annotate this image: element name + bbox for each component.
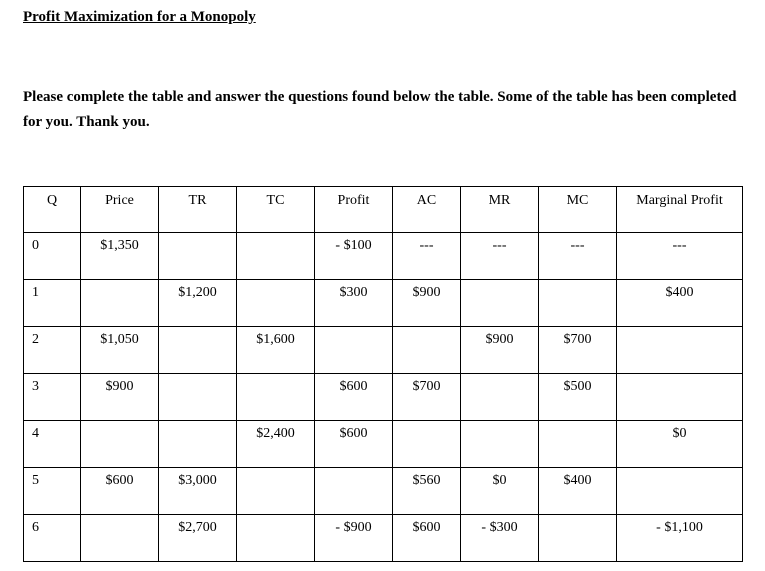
cell-q: 6 <box>24 515 81 562</box>
cell-q: 5 <box>24 468 81 515</box>
cell-tc: $2,400 <box>237 421 315 468</box>
cell-profit: - $100 <box>315 233 393 280</box>
cell-q: 4 <box>24 421 81 468</box>
cell-mc <box>539 421 617 468</box>
cell-tr <box>159 233 237 280</box>
header-marginal-profit: Marginal Profit <box>617 187 743 233</box>
header-price: Price <box>81 187 159 233</box>
cell-q: 2 <box>24 327 81 374</box>
cell-profit: $300 <box>315 280 393 327</box>
cell-tr <box>159 374 237 421</box>
cell-profit: $600 <box>315 374 393 421</box>
header-mc: MC <box>539 187 617 233</box>
cell-price: $1,350 <box>81 233 159 280</box>
cell-price <box>81 421 159 468</box>
cell-price: $1,050 <box>81 327 159 374</box>
table-row <box>24 374 743 421</box>
cell-mc <box>539 280 617 327</box>
header-tr: TR <box>159 187 237 233</box>
table-row <box>24 233 743 280</box>
cell-ac: $900 <box>393 280 461 327</box>
cell-ac <box>393 421 461 468</box>
cell-price: $900 <box>81 374 159 421</box>
cell-ac: $600 <box>393 515 461 562</box>
cell-profit: $600 <box>315 421 393 468</box>
cell-mr: $900 <box>461 327 539 374</box>
cell-tr <box>159 421 237 468</box>
cell-q: 1 <box>24 280 81 327</box>
profit-table <box>23 186 743 562</box>
cell-mc <box>539 515 617 562</box>
cell-tc <box>237 374 315 421</box>
cell-marginal-profit <box>617 327 743 374</box>
header-mr: MR <box>461 187 539 233</box>
cell-tc <box>237 468 315 515</box>
cell-mc: $700 <box>539 327 617 374</box>
cell-mr: - $300 <box>461 515 539 562</box>
cell-q: 3 <box>24 374 81 421</box>
cell-price <box>81 280 159 327</box>
cell-marginal-profit: - $1,100 <box>617 515 743 562</box>
header-q: Q <box>24 187 81 233</box>
cell-mr: --- <box>461 233 539 280</box>
cell-mc: $500 <box>539 374 617 421</box>
table-row <box>24 468 743 515</box>
cell-mr: $0 <box>461 468 539 515</box>
table-row <box>24 327 743 374</box>
cell-mc: $400 <box>539 468 617 515</box>
page-title: Profit Maximization for a Monopoly <box>23 9 256 25</box>
cell-tr <box>159 327 237 374</box>
cell-tc: $1,600 <box>237 327 315 374</box>
cell-marginal-profit: --- <box>617 233 743 280</box>
cell-ac: $700 <box>393 374 461 421</box>
cell-tc <box>237 280 315 327</box>
cell-marginal-profit <box>617 374 743 421</box>
cell-q: 0 <box>24 233 81 280</box>
cell-ac <box>393 327 461 374</box>
instructions-text: Please complete the table and answer the questions found below the table. Some of the table has been completed for you. Thank you. <box>23 89 737 130</box>
cell-tc <box>237 233 315 280</box>
cell-tr: $2,700 <box>159 515 237 562</box>
cell-tr: $3,000 <box>159 468 237 515</box>
header-profit: Profit <box>315 187 393 233</box>
table-row <box>24 421 743 468</box>
cell-ac: $560 <box>393 468 461 515</box>
cell-tr: $1,200 <box>159 280 237 327</box>
cell-ac: --- <box>393 233 461 280</box>
table-row <box>24 280 743 327</box>
cell-mr <box>461 280 539 327</box>
cell-mr <box>461 421 539 468</box>
header-row <box>24 187 743 233</box>
cell-marginal-profit: $400 <box>617 280 743 327</box>
cell-profit: - $900 <box>315 515 393 562</box>
cell-mc: --- <box>539 233 617 280</box>
cell-mr <box>461 374 539 421</box>
cell-marginal-profit: $0 <box>617 421 743 468</box>
cell-price: $600 <box>81 468 159 515</box>
cell-profit <box>315 327 393 374</box>
table-row <box>24 515 743 562</box>
header-ac: AC <box>393 187 461 233</box>
header-tc: TC <box>237 187 315 233</box>
cell-marginal-profit <box>617 468 743 515</box>
cell-profit <box>315 468 393 515</box>
cell-tc <box>237 515 315 562</box>
cell-price <box>81 515 159 562</box>
